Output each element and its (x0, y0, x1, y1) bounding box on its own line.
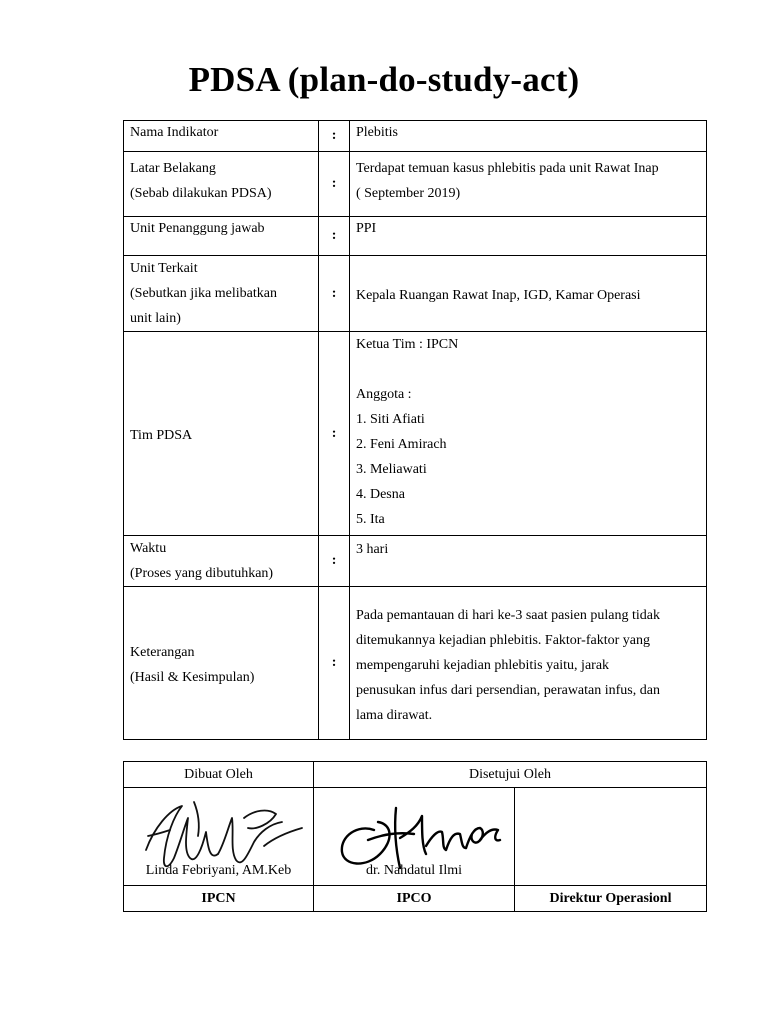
value-line: ditemukannya kejadian phlebitis. Faktor-faktor yang (355, 632, 650, 648)
value-line: ( September 2019) (355, 186, 461, 201)
label-unit-terkait (124, 256, 319, 332)
value-line: lama dirawat. (355, 707, 433, 723)
colon: : (319, 121, 350, 152)
signature-header-row (124, 762, 707, 788)
anggota-item: 2. Feni Amirach (355, 437, 447, 452)
signature-cell-direktur (515, 788, 707, 886)
anggota-item: 5. Ita (355, 512, 385, 527)
label-keterangan (124, 587, 319, 740)
label-line: Keterangan (130, 645, 195, 660)
row-unit-penanggung-jawab (124, 217, 707, 256)
role-direktur: Direktur Operasionl (515, 886, 707, 912)
row-keterangan (124, 587, 707, 740)
colon: : (319, 217, 350, 256)
label-line: Waktu (130, 541, 167, 556)
label-line: (Hasil & Kesimpulan) (130, 670, 255, 685)
label-line: (Proses yang dibutuhkan) (130, 566, 274, 581)
label-line: (Sebab dilakukan PDSA) (130, 186, 272, 201)
value-line: mempengaruhi kejadian phlebitis yaitu, jarak (355, 657, 610, 673)
label-line: Unit Terkait (130, 261, 198, 276)
colon: : (319, 256, 350, 332)
value-waktu: 3 hari (349, 536, 706, 587)
anggota-item: 3. Meliawati (355, 462, 427, 477)
label-line: unit lain) (130, 311, 181, 326)
signature-role-row (124, 886, 707, 912)
value-tim-pdsa (349, 332, 706, 536)
row-tim-pdsa (124, 332, 707, 536)
value-unit-penanggung-jawab: PPI (349, 217, 706, 256)
signature-table (123, 761, 707, 912)
label-line: Latar Belakang (130, 161, 216, 176)
label-unit-penanggung-jawab: Unit Penanggung jawab (124, 217, 319, 256)
signer-name-direktur (515, 879, 706, 885)
role-ipco: IPCO (314, 886, 515, 912)
value-latar-belakang (349, 152, 706, 217)
colon: : (319, 587, 350, 740)
signer-name-ipco: dr. Nahdatul Ilmi (365, 863, 463, 878)
value-unit-terkait: Kepala Ruangan Rawat Inap, IGD, Kamar Operasi (349, 256, 706, 332)
anggota-item: 4. Desna (355, 487, 405, 502)
label-nama-indikator: Nama Indikator (124, 121, 319, 152)
role-ipcn: IPCN (124, 886, 314, 912)
pdsa-info-table (123, 120, 707, 740)
colon: : (319, 332, 350, 536)
ketua-tim: Ketua Tim : IPCN (355, 337, 459, 352)
value-line: penusukan infus dari persendian, perawatan infus, dan (355, 682, 660, 698)
value-keterangan (349, 587, 706, 740)
signature-row (124, 788, 707, 886)
row-unit-terkait (124, 256, 707, 332)
spacer (356, 357, 700, 382)
signature-cell-ipcn (124, 788, 314, 886)
value-line: Pada pemantauan di hari ke-3 saat pasien pulang tidak (355, 607, 660, 623)
anggota-item: 1. Siti Afiati (355, 412, 425, 427)
value-nama-indikator: Plebitis (349, 121, 706, 152)
dibuat-oleh: Dibuat Oleh (124, 762, 314, 788)
value-line: Terdapat temuan kasus phlebitis pada unit Rawat Inap (355, 161, 659, 176)
label-tim-pdsa: Tim PDSA (124, 332, 319, 536)
label-latar-belakang (124, 152, 319, 217)
colon: : (319, 152, 350, 217)
colon: : (319, 536, 350, 587)
row-nama-indikator (124, 121, 707, 152)
disetujui-oleh: Disetujui Oleh (314, 762, 707, 788)
label-waktu (124, 536, 319, 587)
signer-name-ipcn: Linda Febriyani, AM.Keb (145, 863, 292, 878)
label-line: (Sebutkan jika melibatkan (130, 286, 277, 301)
page-title: PDSA (plan-do-study-act) (188, 60, 580, 99)
signature-cell-ipco (314, 788, 515, 886)
row-waktu (124, 536, 707, 587)
anggota-label: Anggota : (355, 387, 412, 402)
row-latar-belakang (124, 152, 707, 217)
